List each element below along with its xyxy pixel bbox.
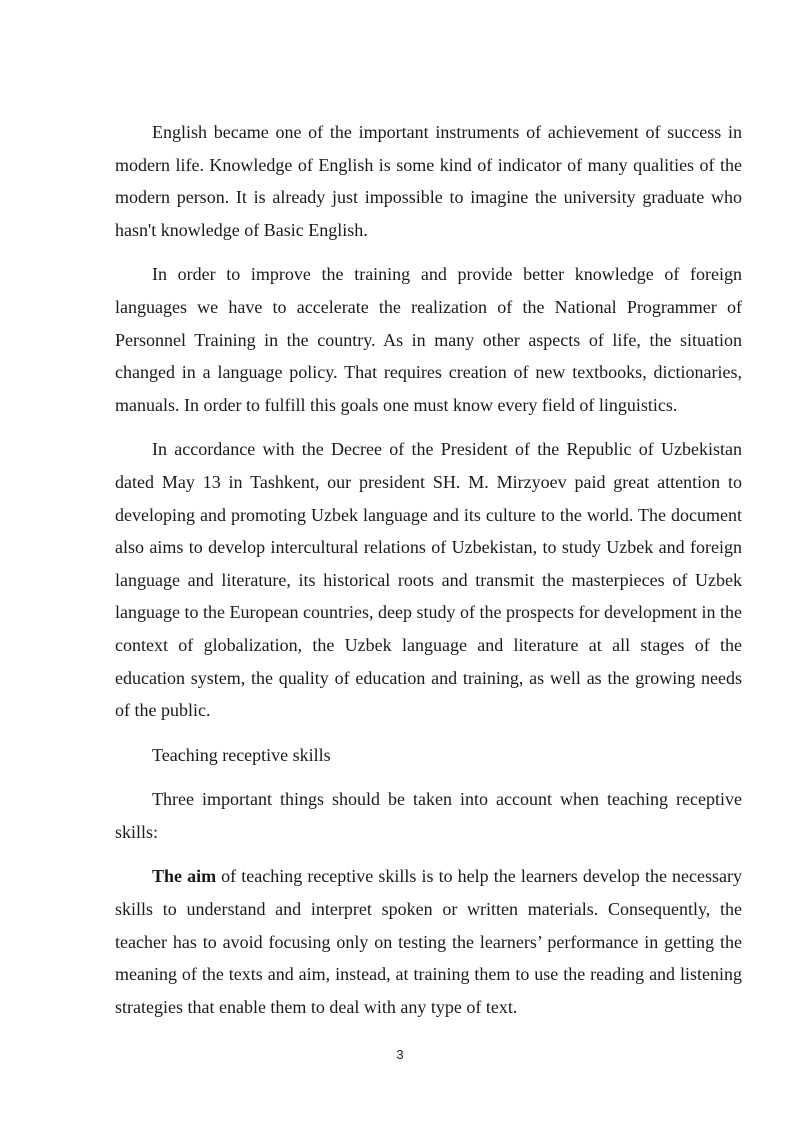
section-heading-receptive-skills: Teaching receptive skills xyxy=(152,744,331,765)
paragraph-the-aim xyxy=(115,860,742,1023)
paragraph-three-things: Three important things should be taken into account when teaching receptive skills: xyxy=(115,789,742,842)
paragraph-english-importance: English became one of the important instruments of achievement of success in modern life. Knowledge of English is some kind of indicator of many qualities of the modern person. It is already just impossible to imagine the university graduate who hasn't knowledge of Basic English. xyxy=(115,122,742,240)
paragraph-training-improvement: In order to improve the training and provide better knowledge of foreign languages we have to accelerate the realization of the National Programmer of Personnel Training in the country. As in many other aspects of life, the situation changed in a language policy. That requires creation of new textbooks, dictionaries, manuals. In order to fulfill this goals one must know every field of linguistics. xyxy=(115,264,742,415)
paragraph-decree: In accordance with the Decree of the President of the Republic of Uzbekistan dated May 13 in Tashkent, our president SH. M. Mirzyoev paid great attention to developing and promoting Uzbek language and its culture to the world. The document also aims to develop intercultural relations of Uzbekistan, to study Uzbek and foreign language and literature, its historical roots and transmit the masterpieces of Uzbek language to the European countries, deep study of the prospects for development in the context of globalization, the Uzbek language and literature at all stages of the education system, the quality of education and training, as well as the growing needs of the public. xyxy=(115,439,742,721)
document-page xyxy=(115,116,742,1035)
aim-bold-lead: The aim xyxy=(152,866,217,887)
page-number: 3 xyxy=(396,1047,404,1062)
aim-paragraph-text: of teaching receptive skills is to help the learners develop the necessary skills to understand and interpret spoken or written materials. Consequently, the teacher has to avoid focusing only on testing the learners’ performance in getting the meaning of the texts and aim, instead, at training them to use the reading and listening strategies that enable them to deal with any type of text. xyxy=(115,866,742,1017)
